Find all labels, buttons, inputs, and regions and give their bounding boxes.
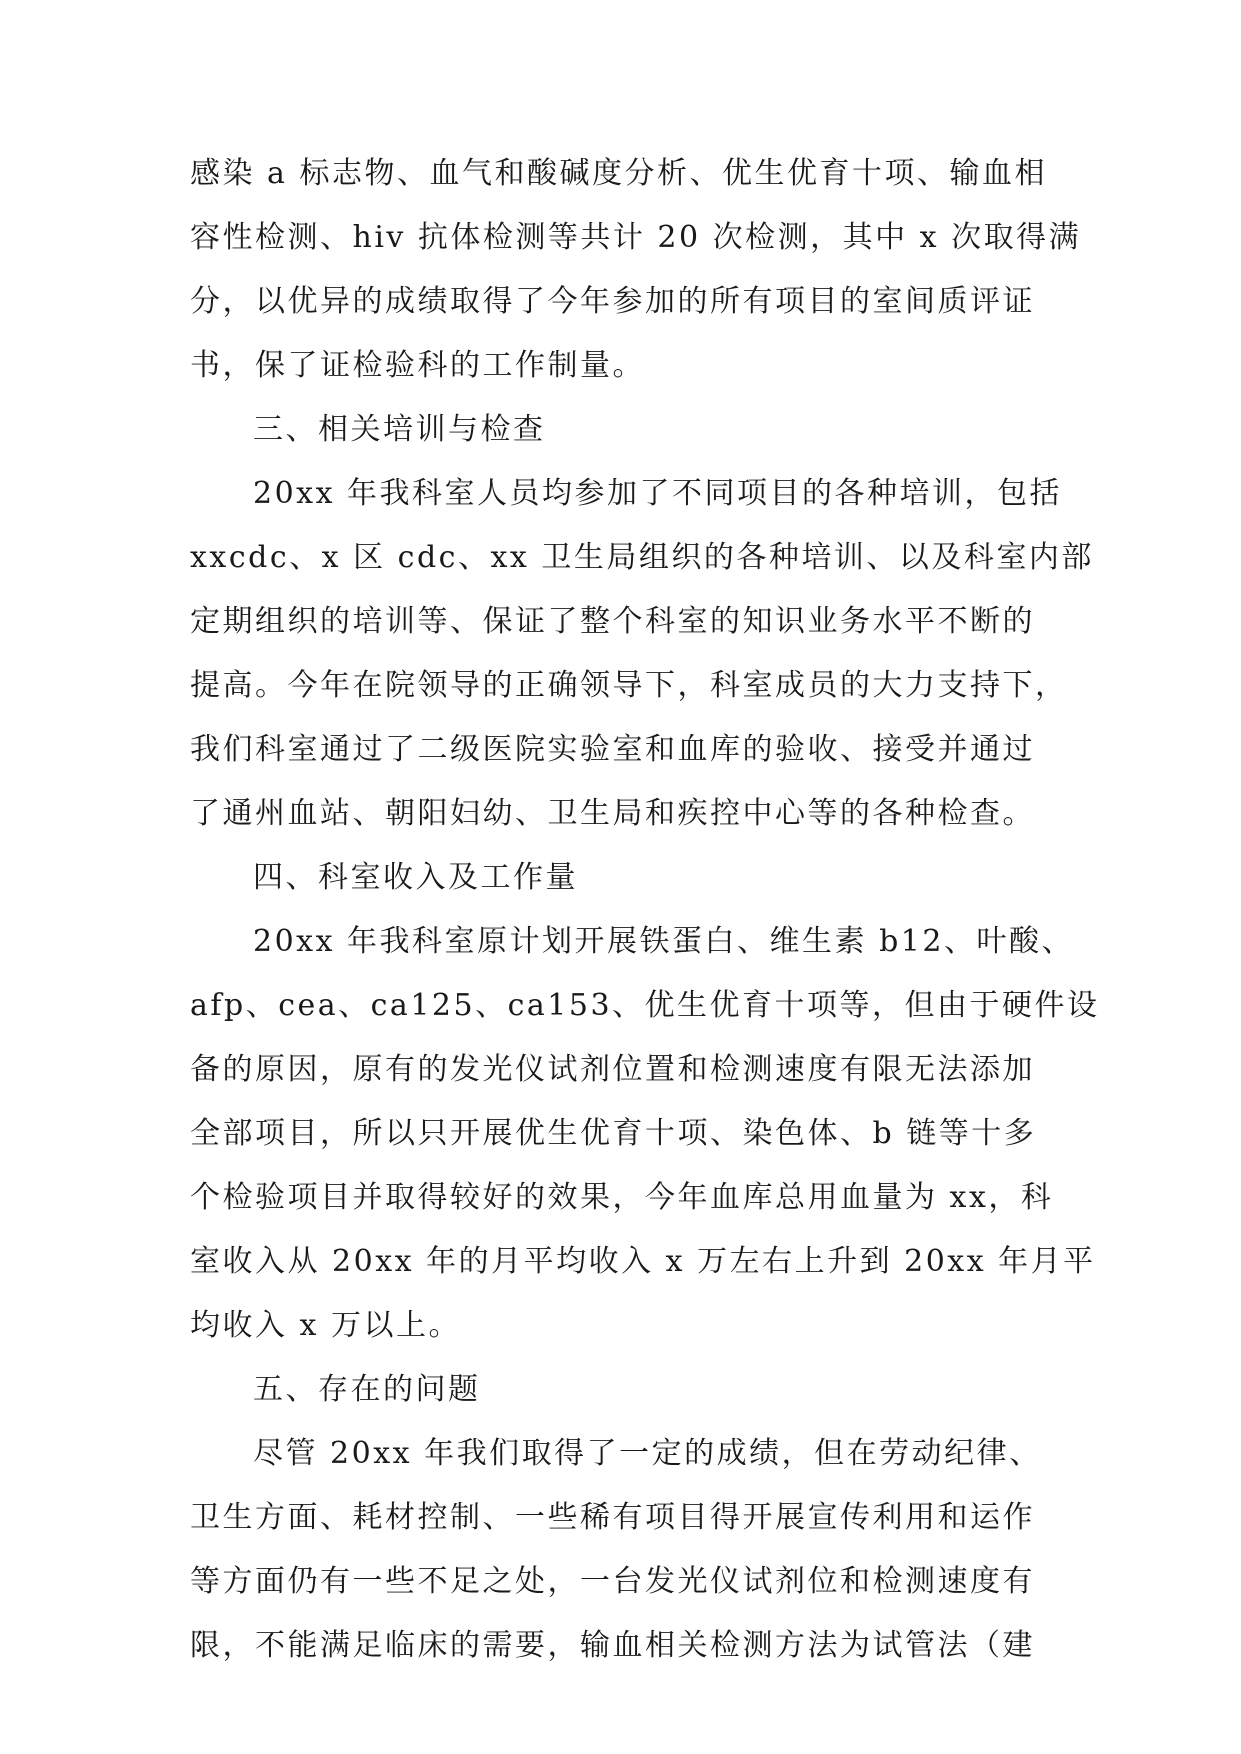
section-heading: 三、相关培训与检查 <box>253 412 546 447</box>
section-heading: 五、存在的问题 <box>253 1372 481 1407</box>
paragraph-line: 我们科室通过了二级医院实验室和血库的验收、接受并通过 <box>190 732 1035 767</box>
paragraph-line: 均收入 x 万以上。 <box>190 1308 461 1343</box>
paragraph-line: 卫生方面、耗材控制、一些稀有项目得开展宣传利用和运作 <box>190 1500 1035 1535</box>
paragraph-line: 备的原因，原有的发光仪试剂位置和检测速度有限无法添加 <box>190 1052 1035 1087</box>
paragraph-line: 全部项目，所以只开展优生优育十项、染色体、b 链等十多 <box>190 1116 1037 1151</box>
paragraph-line: 容性检测、hiv 抗体检测等共计 20 次检测，其中 x 次取得满 <box>190 220 1082 255</box>
paragraph-line: 定期组织的培训等、保证了整个科室的知识业务水平不断的 <box>190 604 1035 639</box>
paragraph-line: 个检验项目并取得较好的效果，今年血库总用血量为 xx，科 <box>190 1180 1054 1215</box>
paragraph-line: 限，不能满足临床的需要，输血相关检测方法为试管法（建 <box>190 1628 1035 1663</box>
paragraph-line: 了通州血站、朝阳妇幼、卫生局和疾控中心等的各种检查。 <box>190 796 1035 831</box>
paragraph-line: xxcdc、x 区 cdc、xx 卫生局组织的各种培训、以及科室内部 <box>190 540 1094 575</box>
paragraph-line: 等方面仍有一些不足之处，一台发光仪试剂位和检测速度有 <box>190 1564 1035 1599</box>
paragraph-line: 尽管 20xx 年我们取得了一定的成绩，但在劳动纪律、 <box>253 1436 1042 1471</box>
section-heading: 四、科室收入及工作量 <box>253 860 578 895</box>
paragraph-line: 提高。今年在院领导的正确领导下，科室成员的大力支持下， <box>190 668 1068 703</box>
paragraph-line: 20xx 年我科室人员均参加了不同项目的各种培训，包括 <box>253 476 1063 511</box>
paragraph-line: 室收入从 20xx 年的月平均收入 x 万左右上升到 20xx 年月平 <box>190 1244 1096 1279</box>
paragraph-line: 分，以优异的成绩取得了今年参加的所有项目的室间质评证 <box>190 284 1035 319</box>
paragraph-line: 感染 a 标志物、血气和酸碱度分析、优生优育十项、输血相 <box>190 156 1047 191</box>
document-page <box>190 142 1100 1678</box>
paragraph-line: 20xx 年我科室原计划开展铁蛋白、维生素 b12、叶酸、 <box>253 924 1074 959</box>
paragraph-line: afp、cea、ca125、ca153、优生优育十项等，但由于硬件设 <box>190 988 1100 1023</box>
paragraph-line: 书，保了证检验科的工作制量。 <box>190 348 645 383</box>
